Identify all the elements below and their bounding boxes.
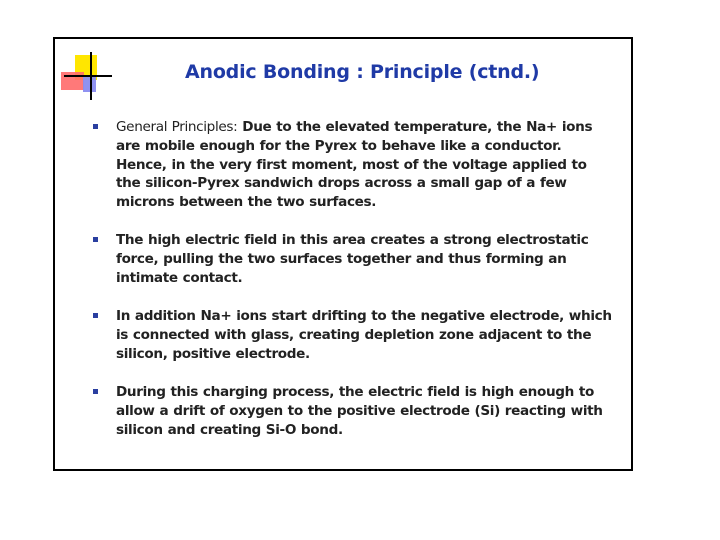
bullet-lead: General Principles:: [116, 119, 238, 135]
bullet-square-icon: [93, 124, 98, 129]
bullet-text: The high electric field in this area creates a strong electrostatic force, pulling the two surfaces together and thus forming an intimate contact.: [116, 232, 589, 286]
bullet-square-icon: [93, 237, 98, 242]
slide-frame: [53, 37, 633, 471]
bullet-square-icon: [93, 389, 98, 394]
bullet-square-icon: [93, 313, 98, 318]
bullet-text: In addition Na+ ions start drifting to the negative electrode, which is connected with glass, creating depletion zone adjacent to the silicon, positive electrode.: [116, 308, 612, 362]
bullet-text: [116, 118, 614, 212]
slide-title: Anodic Bonding : Principle (ctnd.): [185, 61, 540, 83]
bullet-body: Due to the elevated temperature, the Na+ ions are mobile enough for the Pyrex to behave like a conductor. Hence, in the very first moment, most of the voltage applied to the silicon-Pyrex sandwich drops across a small gap of a few microns between the two surfaces.: [116, 119, 593, 211]
bullet-text: During this charging process, the electric field is high enough to allow a drift of oxygen to the positive electrode (Si) reacting with silicon and creating Si-O bond.: [116, 384, 603, 438]
decorative-horizontal-line: [64, 75, 112, 77]
